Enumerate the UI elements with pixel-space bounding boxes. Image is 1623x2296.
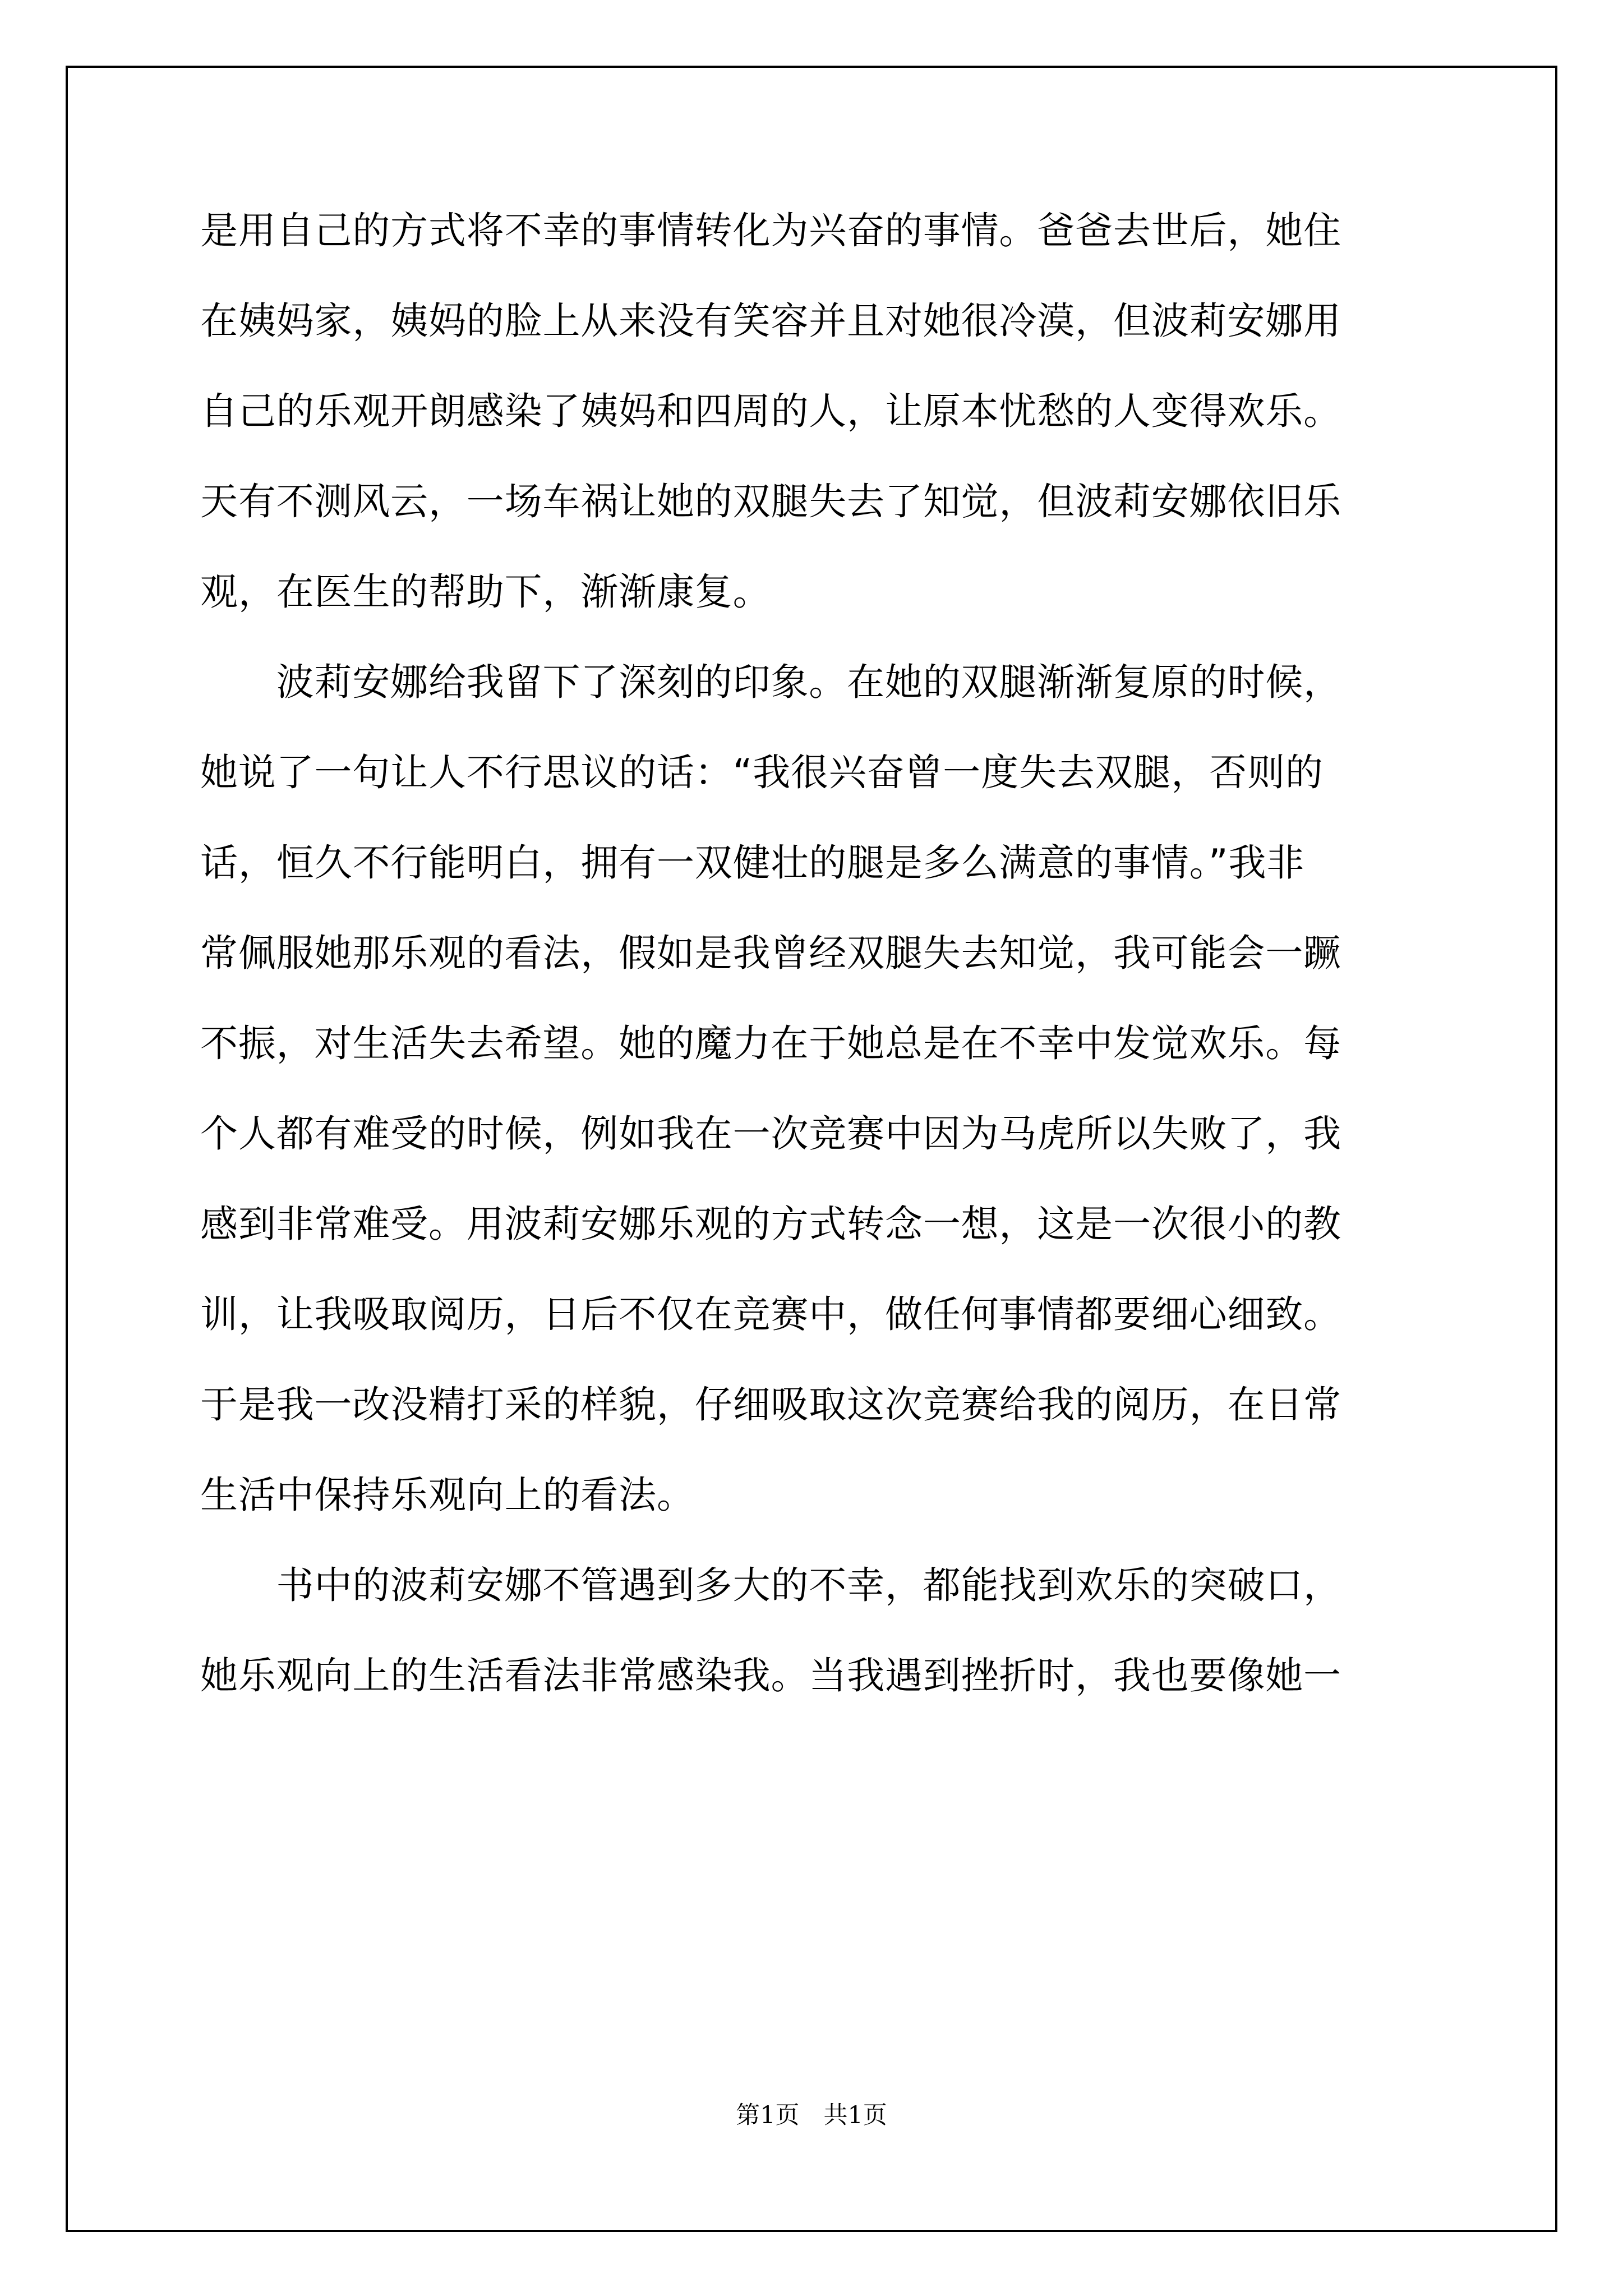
text-line: 话，恒久不行能明白，拥有一双健壮的腿是多么满意的事情。”我非 (200, 841, 1305, 885)
text-line: 在姨妈家，姨妈的脸上从来没有笑容并且对她很冷漠，但波莉安娜用 (200, 299, 1341, 343)
text-line: 自己的乐观开朗感染了姨妈和四周的人，让原本忧愁的人变得欢乐。 (200, 389, 1341, 433)
text-line: 天有不测风云，一场车祸让她的双腿失去了知觉，但波莉安娜依旧乐 (200, 480, 1341, 523)
text-line: 个人都有难受的时候，例如我在一次竞赛中因为马虎所以失败了，我 (200, 1112, 1341, 1156)
text-line: 于是我一改没精打采的样貌，仔细吸取这次竞赛给我的阅历，在日常 (200, 1383, 1341, 1427)
text-line: 波莉安娜给我留下了深刻的印象。在她的双腿渐渐复原的时候， (200, 660, 1341, 704)
text-line: 生活中保持乐观向上的看法。 (200, 1473, 695, 1517)
text-line: 不振，对生活失去希望。她的魔力在于她总是在不幸中发觉欢乐。每 (200, 1022, 1341, 1065)
page-footer: 第1页 共1页 (736, 2101, 887, 2129)
text-line: 她说了一句让人不行思议的话：“我很兴奋曾一度失去双腿，否则的 (200, 751, 1324, 794)
text-line: 观，在医生的帮助下，渐渐康复。 (200, 570, 771, 614)
text-line: 她乐观向上的生活看法非常感染我。当我遇到挫折时，我也要像她一 (200, 1654, 1341, 1697)
document-body (200, 211, 1428, 1695)
text-line: 感到非常难受。用波莉安娜乐观的方式转念一想，这是一次很小的教 (200, 1202, 1341, 1246)
text-line: 书中的波莉安娜不管遇到多大的不幸，都能找到欢乐的突破口， (200, 1563, 1341, 1607)
text-line: 常佩服她那乐观的看法，假如是我曾经双腿失去知觉，我可能会一蹶 (200, 931, 1341, 975)
text-line: 训，让我吸取阅历，日后不仅在竞赛中，做任何事情都要细心细致。 (200, 1292, 1341, 1336)
text-line: 是用自己的方式将不幸的事情转化为兴奋的事情。爸爸去世后，她住 (200, 209, 1341, 252)
